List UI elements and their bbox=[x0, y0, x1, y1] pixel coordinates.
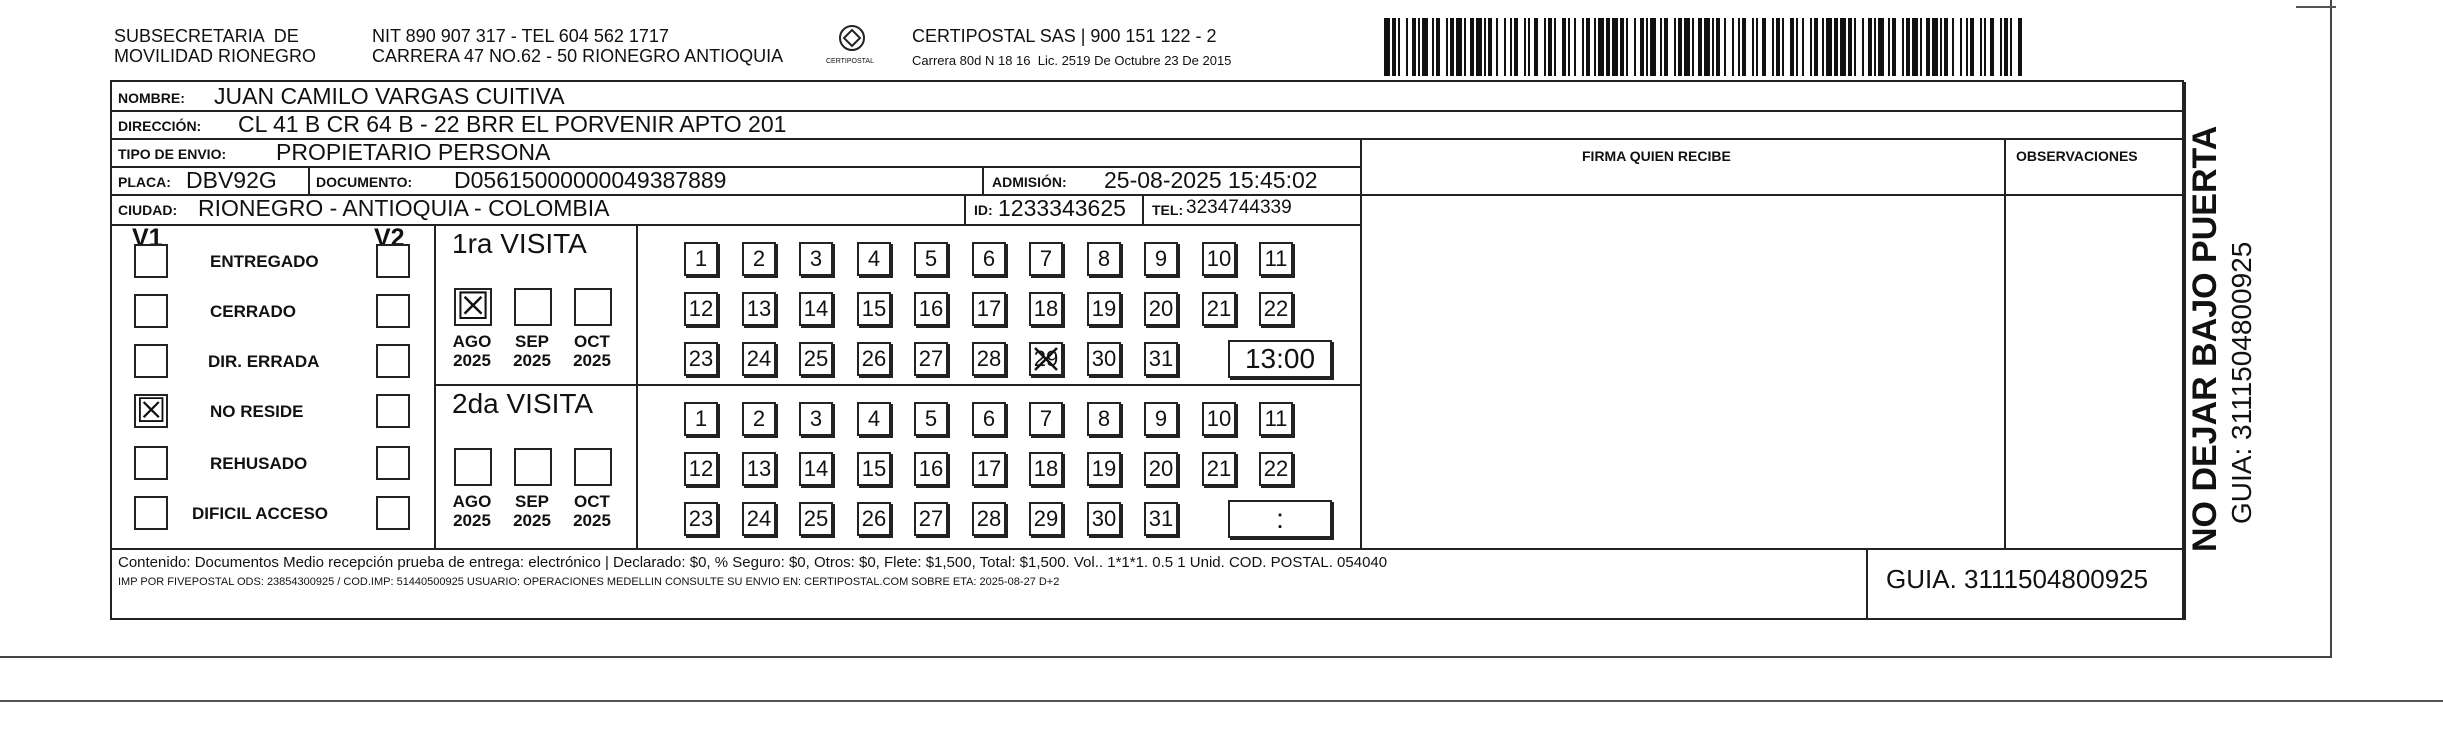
month-name: OCT bbox=[574, 492, 610, 511]
month-year: 2025 bbox=[513, 511, 551, 530]
month-label bbox=[448, 492, 496, 530]
month-name: SEP bbox=[514, 492, 550, 511]
plate-value: DBV92G bbox=[186, 167, 277, 193]
day-box[interactable]: 11 bbox=[1259, 242, 1293, 276]
day-box[interactable]: 14 bbox=[799, 292, 833, 326]
day-box[interactable]: 1 bbox=[684, 402, 718, 436]
day-box[interactable]: 28 bbox=[972, 342, 1006, 376]
day-box[interactable]: 9 bbox=[1144, 402, 1178, 436]
type-label: TIPO DE ENVIO: bbox=[118, 146, 227, 162]
tel-label: TEL: bbox=[1152, 202, 1184, 218]
document-value: D05615000000049387889 bbox=[454, 167, 727, 193]
day-box[interactable]: 21 bbox=[1202, 452, 1236, 486]
day-box[interactable]: 31 bbox=[1144, 502, 1178, 536]
month-year: 2025 bbox=[453, 351, 491, 370]
day-box[interactable]: 10 bbox=[1202, 242, 1236, 276]
day-box[interactable]: 25 bbox=[799, 342, 833, 376]
month-year: 2025 bbox=[453, 511, 491, 530]
type-value: PROPIETARIO PERSONA bbox=[276, 139, 551, 165]
contact-line-2: CARRERA 47 NO.62 - 50 RIONEGRO ANTIOQUIA bbox=[372, 46, 784, 66]
day-box[interactable]: 26 bbox=[857, 502, 891, 536]
content-details: Contenido: Documentos Medio recepción prueba de entrega: electrónico | Declarado: $0, % Seguro: $0, Otros: $0, Flete: $1,500, Total: $1,500. Vol.. 1*1*1. 0.5 1 Unid. COD. POSTAL. 054040 bbox=[118, 554, 1388, 571]
day-box[interactable]: 28 bbox=[972, 502, 1006, 536]
day-box[interactable]: 31 bbox=[1144, 342, 1178, 376]
status-v1-checkbox[interactable] bbox=[134, 294, 168, 328]
day-box[interactable]: 27 bbox=[914, 342, 948, 376]
day-box[interactable]: 13 bbox=[742, 292, 776, 326]
status-label: DIFICIL ACCESO bbox=[192, 504, 329, 523]
day-box[interactable]: 23 bbox=[684, 342, 718, 376]
print-details: IMP POR FIVEPOSTAL ODS: 23854300925 / COD.IMP: 51440500925 USUARIO: OPERACIONES MEDELLIN CONSULTE SU ENVIO EN: CERTIPOSTAL.COM SOBRE ETA: 2025-08-27 D+2 bbox=[118, 576, 1060, 588]
page-edge-bottom bbox=[0, 700, 2443, 702]
id-label: ID: bbox=[974, 202, 993, 218]
status-v1-checkbox[interactable] bbox=[134, 496, 168, 530]
day-box[interactable]: 19 bbox=[1087, 452, 1121, 486]
status-v2-checkbox[interactable] bbox=[376, 394, 410, 428]
status-v1-checkbox[interactable] bbox=[134, 344, 168, 378]
day-box[interactable]: 12 bbox=[684, 452, 718, 486]
day-box[interactable]: 21 bbox=[1202, 292, 1236, 326]
month-name: AGO bbox=[452, 332, 492, 351]
plate-label: PLACA: bbox=[118, 174, 171, 190]
day-box[interactable]: 24 bbox=[742, 342, 776, 376]
day-box[interactable]: 12 bbox=[684, 292, 718, 326]
day-box[interactable]: 18 bbox=[1029, 452, 1063, 486]
day-box[interactable]: 6 bbox=[972, 402, 1006, 436]
signature-label: FIRMA QUIEN RECIBE bbox=[1582, 148, 1731, 164]
day-box[interactable]: 4 bbox=[857, 402, 891, 436]
status-v2-checkbox[interactable] bbox=[376, 244, 410, 278]
day-box[interactable]: 26 bbox=[857, 342, 891, 376]
month-year: 2025 bbox=[573, 351, 611, 370]
company-line-2: Carrera 80d N 18 16 Lic. 2519 De Octubre 23 De 2015 bbox=[912, 53, 1232, 68]
day-box[interactable]: 14 bbox=[799, 452, 833, 486]
day-box[interactable]: 30 bbox=[1087, 502, 1121, 536]
name-label: NOMBRE: bbox=[118, 90, 185, 106]
document-label: DOCUMENTO: bbox=[316, 174, 413, 190]
column-divider bbox=[434, 224, 436, 548]
status-label: NO RESIDE bbox=[210, 402, 304, 421]
month-label bbox=[448, 332, 496, 370]
logo-caption: CERTIPOSTAL bbox=[826, 58, 874, 65]
visit-title: 1ra VISITA bbox=[452, 228, 587, 259]
month-checkbox[interactable] bbox=[514, 448, 552, 486]
month-label bbox=[508, 332, 556, 370]
tel-value: 3234744339 bbox=[1186, 197, 1292, 218]
day-box[interactable]: 17 bbox=[972, 292, 1006, 326]
side-guia-number: GUIA: 3111504800925 bbox=[2226, 241, 2257, 524]
status-v1-checkbox[interactable] bbox=[134, 446, 168, 480]
day-box[interactable]: 13 bbox=[742, 452, 776, 486]
observations-label: OBSERVACIONES bbox=[2016, 148, 2138, 164]
day-box[interactable]: 15 bbox=[857, 452, 891, 486]
month-checkbox[interactable] bbox=[574, 288, 612, 326]
day-box[interactable]: 22 bbox=[1259, 292, 1293, 326]
day-box[interactable]: 7 bbox=[1029, 242, 1063, 276]
visit-time-field[interactable]: : bbox=[1228, 500, 1332, 538]
day-box[interactable]: 5 bbox=[914, 242, 948, 276]
column-divider bbox=[636, 224, 638, 548]
status-v1-checkbox[interactable] bbox=[134, 244, 168, 278]
status-v2-checkbox[interactable] bbox=[376, 344, 410, 378]
day-box[interactable]: 24 bbox=[742, 502, 776, 536]
month-name: OCT bbox=[574, 332, 610, 351]
column-divider bbox=[964, 194, 966, 224]
column-divider bbox=[1142, 194, 1144, 224]
month-checkbox[interactable] bbox=[514, 288, 552, 326]
admission-value: 25-08-2025 15:45:02 bbox=[1104, 167, 1318, 193]
day-box[interactable]: 7 bbox=[1029, 402, 1063, 436]
day-box[interactable]: 8 bbox=[1087, 242, 1121, 276]
certipostal-logo bbox=[826, 22, 874, 70]
month-checkbox[interactable]: ☒ bbox=[456, 286, 491, 328]
day-box[interactable]: 16 bbox=[914, 452, 948, 486]
status-label: ENTREGADO bbox=[210, 252, 319, 271]
status-v2-checkbox[interactable] bbox=[376, 496, 410, 530]
month-label bbox=[568, 492, 616, 530]
visit-title: 2da VISITA bbox=[452, 388, 594, 419]
status-v2-checkbox[interactable] bbox=[376, 294, 410, 328]
day-box[interactable]: 5 bbox=[914, 402, 948, 436]
row-divider bbox=[112, 548, 2184, 550]
day-box[interactable]: 20 bbox=[1144, 292, 1178, 326]
corner-mark bbox=[2296, 6, 2336, 8]
day-box[interactable]: 20 bbox=[1144, 452, 1178, 486]
month-name: SEP bbox=[514, 332, 550, 351]
day-box[interactable] bbox=[1029, 342, 1063, 376]
day-box[interactable]: 3 bbox=[799, 242, 833, 276]
month-year: 2025 bbox=[573, 511, 611, 530]
address-label: DIRECCIÓN: bbox=[118, 118, 202, 134]
day-box[interactable]: 22 bbox=[1259, 452, 1293, 486]
status-label: REHUSADO bbox=[210, 454, 308, 473]
day-box[interactable]: 25 bbox=[799, 502, 833, 536]
month-label bbox=[568, 332, 616, 370]
id-value: 1233343625 bbox=[998, 195, 1126, 221]
v2-header: V2 bbox=[374, 224, 405, 252]
issuer-line-1: SUBSECRETARIA DE bbox=[114, 26, 299, 46]
delivery-form bbox=[110, 80, 2184, 620]
company-line-1: CERTIPOSTAL SAS | 900 151 122 - 2 bbox=[912, 26, 1217, 46]
visit-time-field[interactable]: 13:00 bbox=[1228, 340, 1332, 378]
shipment-barcode bbox=[1384, 18, 2026, 76]
day-number: 29 bbox=[1033, 346, 1059, 371]
admission-label: ADMISIÓN: bbox=[992, 174, 1067, 190]
status-v1-checkbox[interactable]: ☒ bbox=[136, 392, 167, 430]
day-box[interactable]: 6 bbox=[972, 242, 1006, 276]
month-label bbox=[508, 492, 556, 530]
day-box[interactable]: 29 bbox=[1029, 502, 1063, 536]
month-year: 2025 bbox=[513, 351, 551, 370]
name-value: JUAN CAMILO VARGAS CUITIVA bbox=[214, 83, 565, 109]
day-box[interactable]: 4 bbox=[857, 242, 891, 276]
day-box[interactable]: 30 bbox=[1087, 342, 1121, 376]
column-divider bbox=[308, 166, 310, 194]
v1-header: V1 bbox=[132, 224, 163, 252]
day-box[interactable]: 15 bbox=[857, 292, 891, 326]
status-label: CERRADO bbox=[210, 302, 296, 321]
barcode-stripe bbox=[2022, 18, 2024, 76]
day-box[interactable]: 17 bbox=[972, 452, 1006, 486]
column-divider bbox=[1866, 548, 1868, 620]
status-v2-checkbox[interactable] bbox=[376, 446, 410, 480]
issuer-line-2: MOVILIDAD RIONEGRO bbox=[114, 46, 317, 66]
contact-line-1: NIT 890 907 317 - TEL 604 562 1717 bbox=[372, 26, 669, 46]
day-box[interactable]: 18 bbox=[1029, 292, 1063, 326]
day-box[interactable]: 2 bbox=[742, 242, 776, 276]
day-box[interactable]: 23 bbox=[684, 502, 718, 536]
day-box[interactable]: 19 bbox=[1087, 292, 1121, 326]
month-checkbox[interactable] bbox=[454, 448, 492, 486]
month-name: AGO bbox=[452, 492, 492, 511]
city-value: RIONEGRO - ANTIOQUIA - COLOMBIA bbox=[198, 195, 610, 221]
day-box[interactable]: 27 bbox=[914, 502, 948, 536]
row-divider bbox=[112, 224, 1360, 226]
day-box[interactable]: 1 bbox=[684, 242, 718, 276]
day-box[interactable]: 3 bbox=[799, 402, 833, 436]
status-label: DIR. ERRADA bbox=[208, 352, 320, 371]
city-label: CIUDAD: bbox=[118, 202, 178, 218]
row-divider bbox=[434, 384, 1360, 386]
day-box[interactable]: 16 bbox=[914, 292, 948, 326]
day-box[interactable]: 8 bbox=[1087, 402, 1121, 436]
day-box[interactable]: 10 bbox=[1202, 402, 1236, 436]
day-box[interactable]: 2 bbox=[742, 402, 776, 436]
column-divider bbox=[2004, 138, 2006, 548]
column-divider bbox=[1360, 138, 1362, 548]
guia-number: GUIA. 3111504800925 bbox=[1886, 564, 2149, 594]
month-checkbox[interactable] bbox=[574, 448, 612, 486]
column-divider bbox=[982, 166, 984, 194]
day-box[interactable]: 9 bbox=[1144, 242, 1178, 276]
address-value: CL 41 B CR 64 B - 22 BRR EL PORVENIR APTO 201 bbox=[238, 111, 787, 137]
day-box[interactable]: 11 bbox=[1259, 402, 1293, 436]
no-dejar-warning: NO DEJAR BAJO PUERTA bbox=[2186, 125, 2224, 552]
